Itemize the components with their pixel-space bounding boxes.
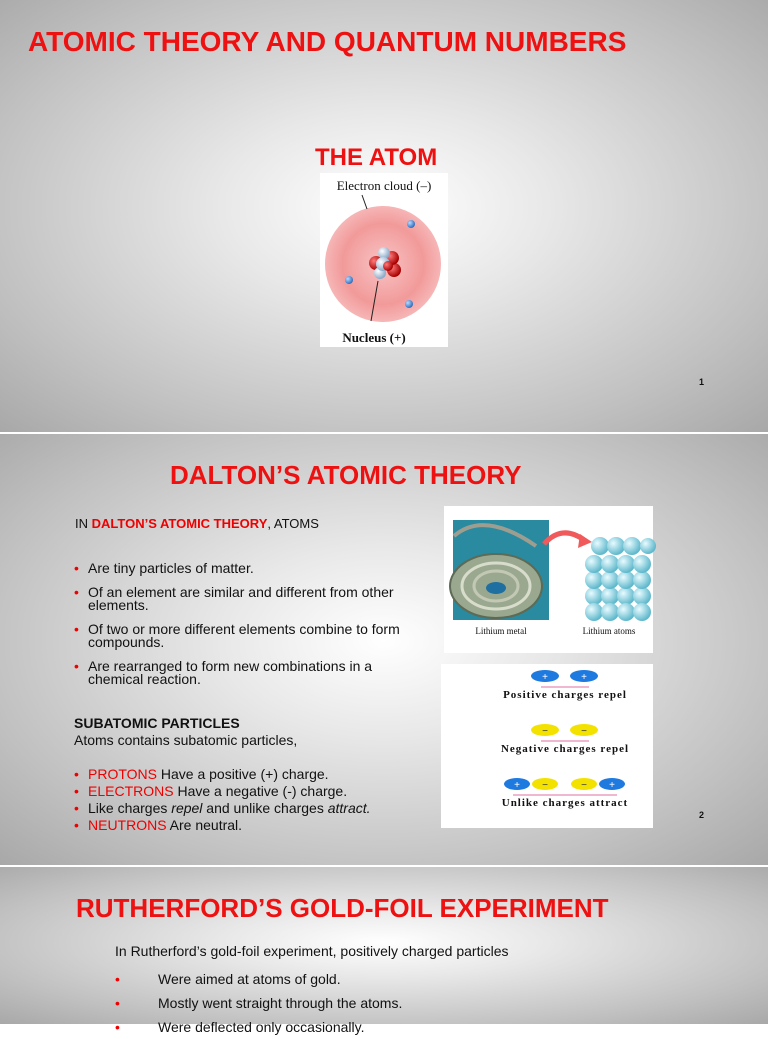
positive-pair (531, 670, 598, 687)
intro-line (75, 515, 319, 532)
slide-3 (0, 867, 768, 1035)
svg-text:−: − (542, 780, 548, 791)
svg-text:+: + (542, 672, 548, 683)
subatomic-intro: Atoms contains subatomic particles, (74, 732, 298, 748)
lithium-atoms-cube (585, 537, 656, 621)
list-item: • NEUTRONS Are neutral. (74, 817, 419, 834)
intro-prefix: IN (75, 516, 92, 531)
svg-text:+: + (609, 780, 615, 791)
unlike-pairs (504, 778, 625, 795)
intro-highlight: DALTON’S ATOMIC THEORY (91, 516, 268, 531)
list-item: • Were aimed at atoms of gold. (115, 967, 615, 991)
slide-1 (0, 0, 768, 432)
lithium-diagram (444, 506, 653, 653)
svg-text:+: + (514, 780, 520, 791)
intro-line: In Rutherford’s gold-foil experiment, positively charged particles (115, 943, 509, 959)
list-item: • Were deflected only occasionally. (115, 1015, 615, 1039)
slide-2 (0, 434, 768, 865)
list-item: • Of an element are similar and different from other elements. (74, 586, 419, 612)
lithium-atoms-caption: Lithium atoms (582, 626, 636, 636)
list-item: • PROTONS Have a positive (+) charge. (74, 766, 419, 783)
rutherford-bullets (115, 967, 615, 1039)
list-item: • Of two or more different elements combine to form compounds. (74, 623, 419, 649)
neutrons-term: NEUTRONS (88, 817, 167, 833)
list-item: • Mostly went straight through the atoms. (115, 991, 615, 1015)
positive-label: Positive charges repel (503, 689, 627, 701)
particle-bullets (74, 766, 419, 834)
electron (405, 300, 413, 308)
page-number: 1 (699, 377, 705, 387)
electron (407, 220, 415, 228)
slide-subtitle: THE ATOM (315, 144, 438, 171)
unlike-label: Unlike charges attract (501, 797, 629, 809)
atom-diagram (320, 173, 448, 347)
dalton-bullets (74, 562, 419, 686)
subatomic-heading: SUBATOMIC PARTICLES (74, 715, 240, 731)
list-item: • Are tiny particles of matter. (74, 562, 419, 575)
electrons-term: ELECTRONS (88, 783, 174, 799)
slide-title: ATOMIC THEORY AND QUANTUM NUMBERS (28, 26, 627, 57)
slide-title: RUTHERFORD’S GOLD-FOIL EXPERIMENT (76, 893, 609, 923)
electron (345, 276, 353, 284)
svg-text:−: − (581, 780, 587, 791)
svg-text:−: − (542, 726, 548, 737)
list-item: • Like charges repel and unlike charges attract. (74, 800, 419, 817)
electron-cloud-label: Electron cloud (–) (336, 178, 432, 193)
list-item: • Are rearranged to form new combinations in a chemical reaction. (74, 660, 419, 686)
negative-label: Negative charges repel (500, 743, 630, 755)
svg-text:−: − (581, 726, 587, 737)
nucleus-label: Nucleus (+) (342, 330, 406, 345)
intro-suffix: , ATOMS (267, 516, 319, 531)
charges-figure (441, 664, 653, 828)
protons-term: PROTONS (88, 766, 157, 782)
list-item: • ELECTRONS Have a negative (-) charge. (74, 783, 419, 800)
lithium-metal-caption: Lithium metal (475, 626, 527, 636)
negative-pair (531, 724, 598, 741)
page-number: 2 (699, 810, 705, 820)
slide-title: DALTON’S ATOMIC THEORY (170, 460, 522, 490)
lithium-figure (444, 506, 653, 653)
atom-figure (320, 173, 448, 347)
svg-text:+: + (581, 672, 587, 683)
charges-diagram (441, 664, 653, 828)
